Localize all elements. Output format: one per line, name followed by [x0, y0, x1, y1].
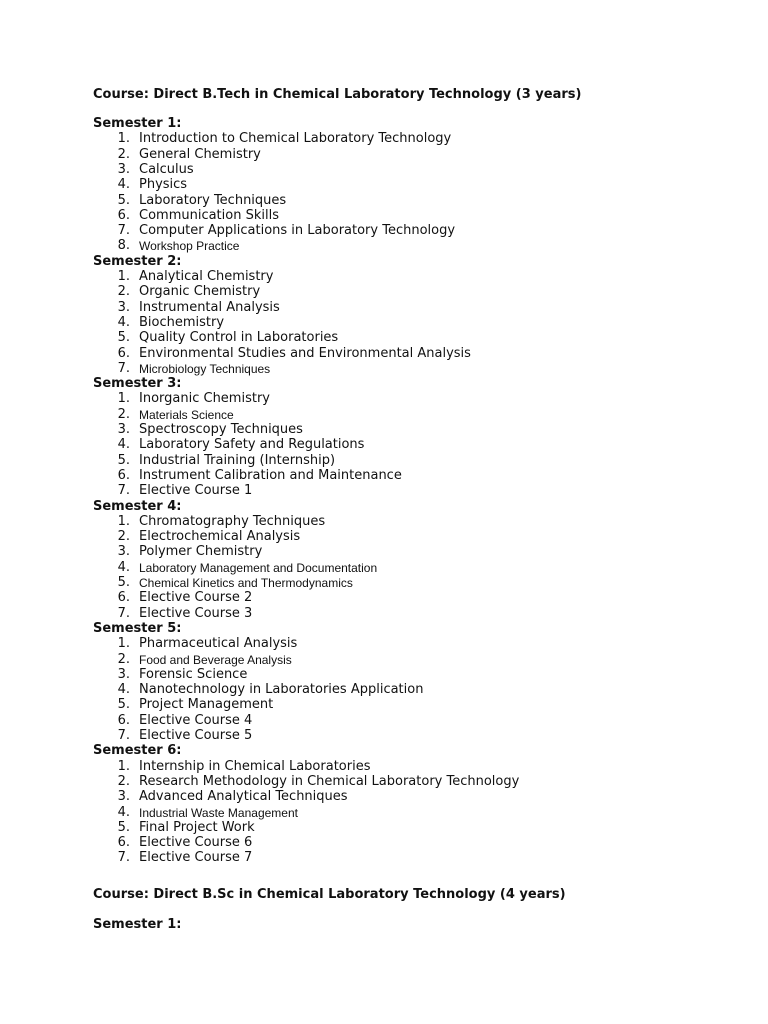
list-item-number: 5. [117, 575, 130, 590]
list-item-text: Elective Course 5 [139, 728, 253, 743]
list-item-text: Elective Course 1 [139, 483, 253, 499]
list-item-number: 5. [117, 697, 130, 713]
semester-heading: Semester 1: [93, 917, 182, 932]
list-item-number: 1. [117, 758, 130, 774]
list-item-number: 2. [117, 284, 130, 300]
list-item-number: 1. [117, 391, 130, 407]
list-item-text: Elective Course 4 [139, 712, 253, 728]
list-item-text: Project Management [139, 697, 274, 713]
list-item-text: Quality Control in Laboratories [139, 330, 339, 346]
list-item-text: Biochemistry [139, 314, 225, 330]
list-item-text: Laboratory Safety and Regulations [139, 437, 365, 453]
list-item-text: Final Project Work [139, 819, 255, 835]
list-item-text: Chromatography Techniques [139, 513, 326, 529]
list-item-number: 3. [117, 161, 130, 177]
list-item-text: Food and Beverage Analysis [139, 652, 292, 667]
semester-heading: Semester 6: [93, 743, 182, 759]
list-item [0, 468, 768, 484]
list-item-number: 7. [117, 360, 130, 376]
list-item-number: 6. [117, 207, 130, 223]
list-item-number: 7. [117, 223, 130, 239]
list-item [0, 330, 768, 346]
list-item [0, 284, 768, 300]
list-item-number: 7. [117, 850, 130, 866]
list-item-number: 8. [117, 238, 130, 254]
list-item-number: 2. [117, 406, 130, 422]
list-item-number: 5. [117, 452, 130, 468]
list-item-number: 7. [117, 728, 130, 743]
list-item [0, 759, 768, 775]
list-item-number: 5. [117, 330, 130, 346]
semester-heading: Semester 1: [93, 116, 182, 131]
list-item-text: Research Methodology in Chemical Laboratory Technology [139, 773, 520, 789]
list-item [0, 315, 768, 331]
list-item-number: 4. [117, 559, 130, 575]
list-item-text: Microbiology Techniques [139, 361, 271, 376]
list-item [0, 560, 768, 576]
list-item [0, 346, 768, 362]
list-item-number: 6. [117, 590, 130, 606]
list-item-text: Elective Course 6 [139, 835, 253, 851]
list-item [0, 483, 768, 499]
list-item [0, 407, 768, 423]
list-item-text: Elective Course 3 [139, 605, 253, 621]
list-item [0, 361, 768, 377]
list-item-number: 7. [117, 605, 130, 621]
list-item-number: 4. [117, 682, 130, 698]
semester-heading: Semester 2: [93, 253, 182, 269]
list-item-number: 6. [117, 345, 130, 361]
list-item [0, 820, 768, 836]
list-item-number: 4. [117, 804, 130, 820]
list-item-number: 4. [117, 314, 130, 330]
list-item [0, 162, 768, 178]
list-item [0, 208, 768, 224]
list-item-number: 2. [117, 773, 130, 789]
list-item-text: General Chemistry [139, 146, 261, 162]
list-item-text: Materials Science [139, 407, 234, 422]
list-item-text: Inorganic Chemistry [139, 391, 270, 407]
list-item-number: 7. [117, 483, 130, 499]
list-item-text: Introduction to Chemical Laboratory Technology [139, 131, 452, 147]
list-item-number: 3. [117, 666, 130, 682]
list-item [0, 789, 768, 805]
list-item [0, 652, 768, 668]
list-item-number: 2. [117, 651, 130, 667]
semester-heading: Semester 4: [93, 498, 182, 514]
list-item [0, 590, 768, 606]
semester-heading: Semester 5: [93, 620, 182, 636]
list-item-text: Advanced Analytical Techniques [139, 789, 348, 805]
list-item [0, 544, 768, 560]
list-item-text: Industrial Waste Management [139, 805, 298, 820]
list-item-number: 2. [117, 529, 130, 545]
list-item [0, 391, 768, 407]
list-item-number: 2. [117, 146, 130, 162]
list-item-text: Laboratory Techniques [139, 192, 287, 208]
list-item-text: Communication Skills [139, 207, 279, 223]
list-item [0, 636, 768, 652]
list-item [0, 514, 768, 530]
list-item-text: Electrochemical Analysis [139, 529, 301, 545]
list-item [0, 682, 768, 698]
list-item-number: 3. [117, 422, 130, 437]
list-item-text: Calculus [139, 161, 194, 177]
list-item-number: 3. [117, 789, 130, 805]
list-item-number: 4. [117, 177, 130, 193]
course-title: Course: Direct B.Tech in Chemical Laboratory Technology (3 years) [93, 87, 582, 102]
list-item-text: Forensic Science [139, 666, 248, 682]
list-item-text: Nanotechnology in Laboratories Application [139, 682, 424, 698]
list-item [0, 131, 768, 147]
course-title: Course: Direct B.Sc in Chemical Laboratory Technology (4 years) [93, 887, 566, 902]
list-item-text: Elective Course 7 [139, 850, 253, 866]
list-item [0, 437, 768, 453]
list-item-text: Environmental Studies and Environmental Analysis [139, 345, 471, 361]
list-item-text: Organic Chemistry [139, 284, 261, 300]
list-item-text: Industrial Training (Internship) [139, 452, 336, 468]
list-item-number: 6. [117, 467, 130, 483]
list-item-text: Physics [139, 177, 188, 193]
list-item [0, 835, 768, 851]
list-item [0, 269, 768, 285]
list-item [0, 453, 768, 469]
list-item [0, 177, 768, 193]
list-item-text: Polymer Chemistry [139, 544, 263, 560]
list-item [0, 147, 768, 163]
list-item [0, 300, 768, 316]
list-item [0, 728, 768, 744]
list-item-text: Instrument Calibration and Maintenance [139, 467, 402, 483]
list-item-text: Elective Course 2 [139, 590, 253, 606]
list-item-text: Instrumental Analysis [139, 299, 280, 315]
list-item-number: 4. [117, 437, 130, 453]
semester-heading: Semester 3: [93, 376, 182, 392]
list-item-text: Workshop Practice [139, 239, 240, 254]
list-item [0, 529, 768, 545]
list-item-text: Spectroscopy Techniques [139, 422, 303, 437]
list-item-text: Laboratory Management and Documentation [139, 560, 378, 575]
list-item-text: Computer Applications in Laboratory Technology [139, 223, 456, 239]
list-item-text: Chemical Kinetics and Thermodynamics [139, 576, 353, 590]
list-item-text: Internship in Chemical Laboratories [139, 758, 371, 774]
list-item [0, 193, 768, 209]
list-item-number: 5. [117, 819, 130, 835]
list-item [0, 606, 768, 622]
list-item-number: 1. [117, 513, 130, 529]
list-item-number: 5. [117, 192, 130, 208]
list-item-number: 6. [117, 835, 130, 851]
list-item [0, 422, 768, 438]
list-item-number: 6. [117, 712, 130, 728]
list-item [0, 223, 768, 239]
list-item [0, 667, 768, 683]
list-item-number: 1. [117, 269, 130, 284]
list-item [0, 697, 768, 713]
list-item [0, 850, 768, 866]
list-item-number: 3. [117, 544, 130, 560]
list-item-number: 1. [117, 131, 130, 147]
list-item-text: Analytical Chemistry [139, 269, 274, 284]
list-item [0, 238, 768, 254]
list-item [0, 713, 768, 729]
list-item-text: Pharmaceutical Analysis [139, 636, 298, 652]
list-item-number: 3. [117, 299, 130, 315]
list-item [0, 774, 768, 790]
list-item [0, 805, 768, 821]
list-item [0, 575, 768, 591]
list-item-number: 1. [117, 636, 130, 652]
